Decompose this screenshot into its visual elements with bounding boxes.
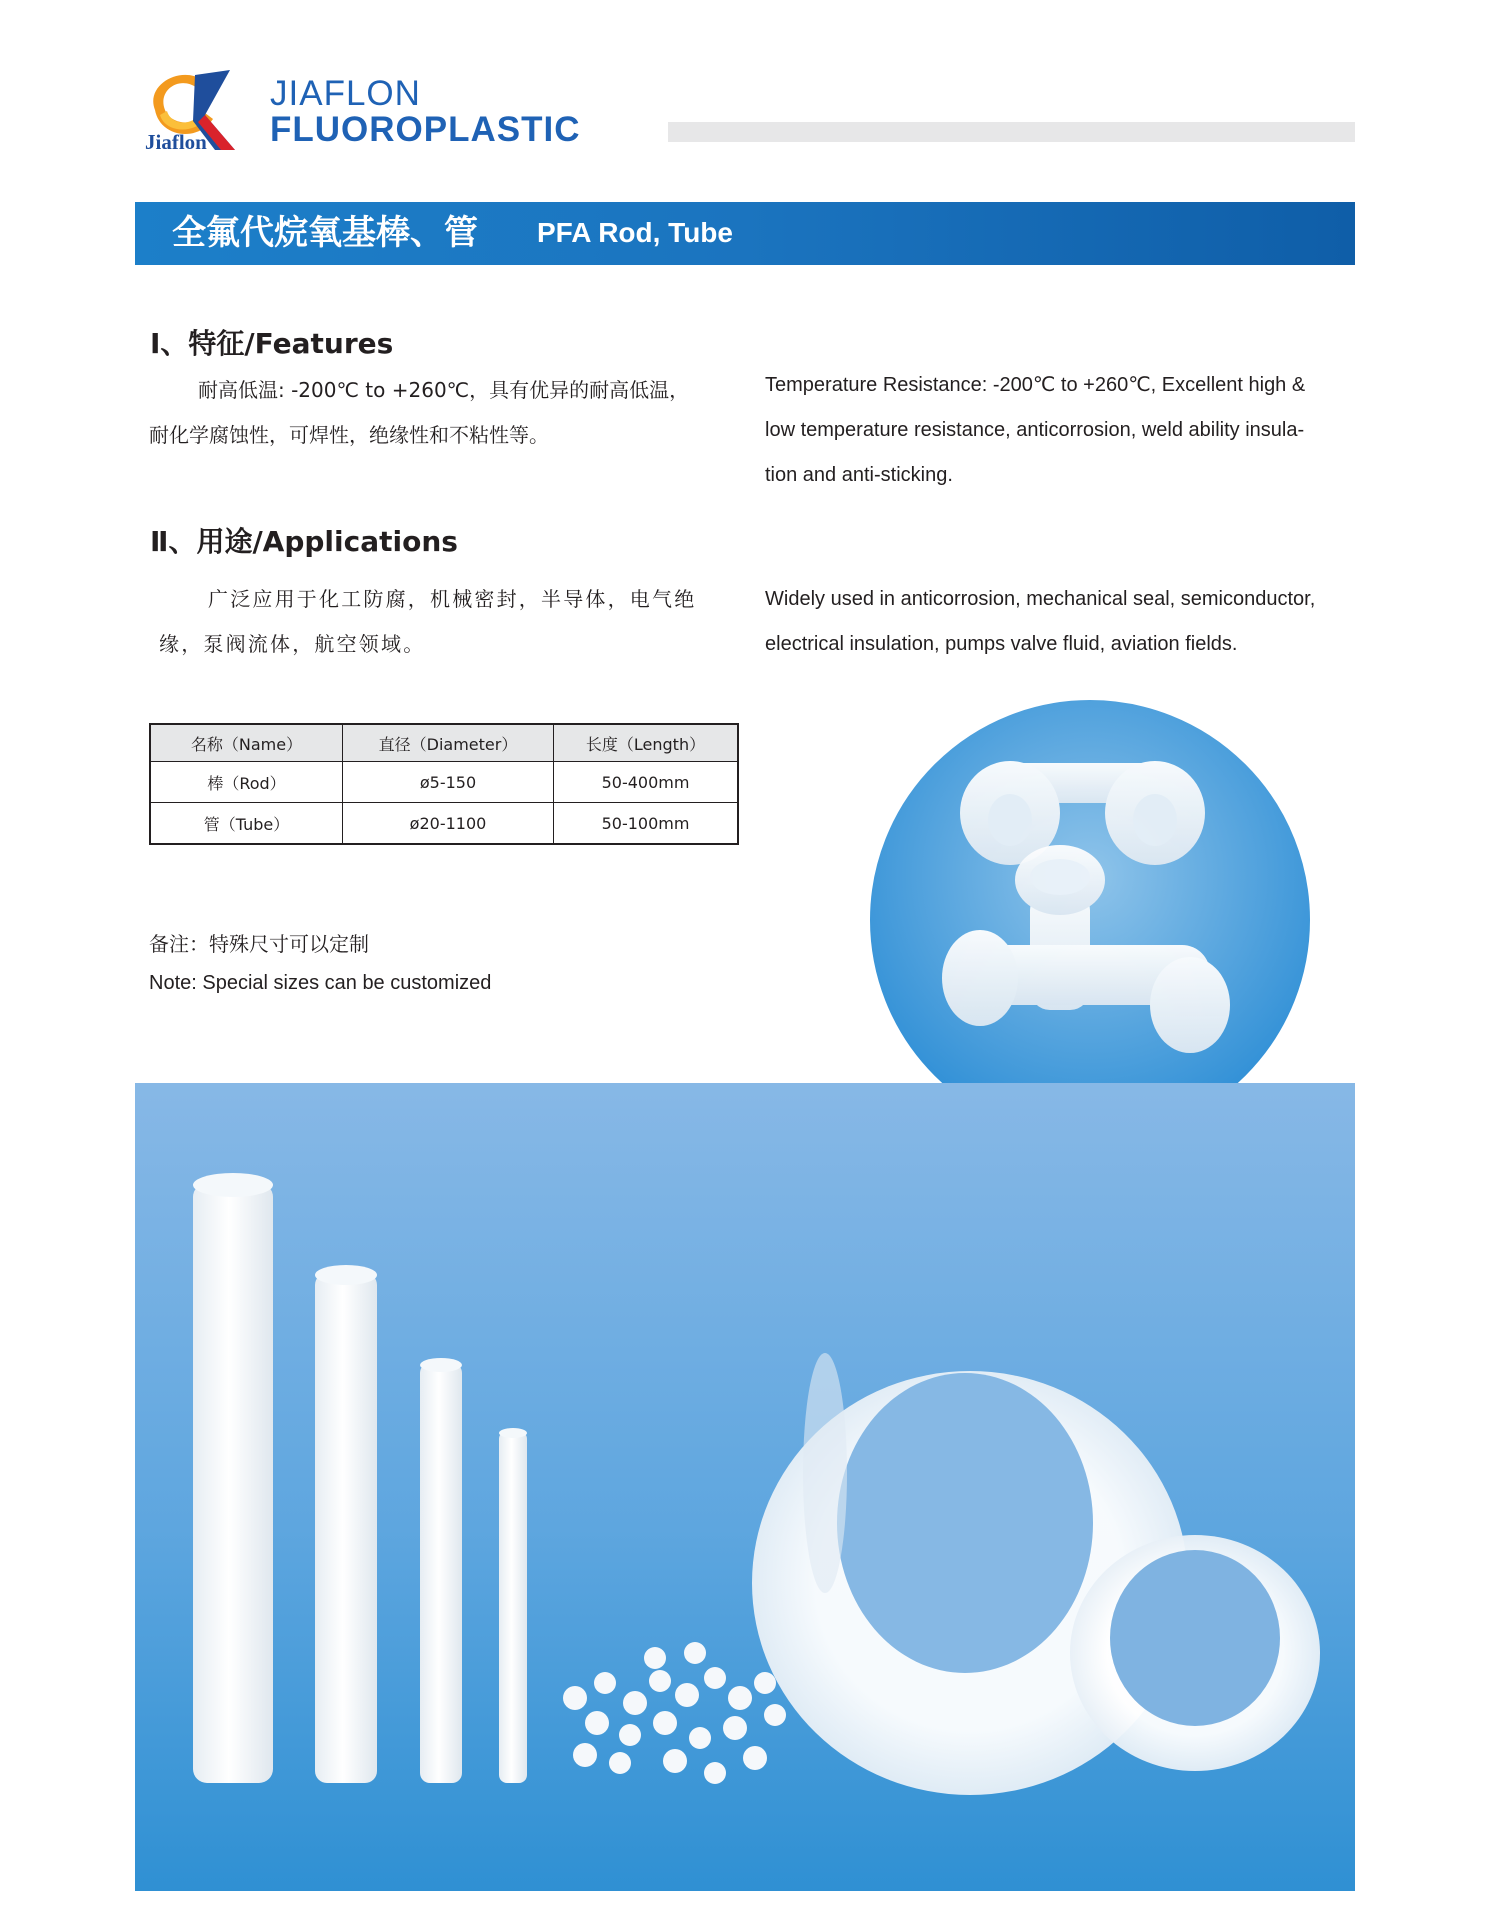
features-en-line2: low temperature resistance, anticorrosion, weld ability insula- <box>765 419 1305 441</box>
table-header-row <box>150 724 738 762</box>
features-zh-line2: 耐化学腐蚀性，可焊性，绝缘性和不粘性等。 <box>149 423 549 447</box>
logo-wordmark: Jiaflon <box>145 130 207 154</box>
table-row <box>150 762 738 803</box>
products-photo <box>135 1083 1355 1891</box>
spec-table <box>149 723 739 845</box>
col-header-name: 名称（Name） <box>150 724 343 762</box>
brand-subtitle: FLUOROPLASTIC <box>270 110 581 149</box>
fittings-photo <box>865 695 1315 1145</box>
features-en-line3: tion and anti-sticking. <box>765 464 953 486</box>
applications-zh-line1: 广泛应用于化工防腐，机械密封，半导体，电气绝 <box>208 587 697 611</box>
note-en: Note: Special sizes can be customized <box>149 972 492 994</box>
note-zh: 备注：特殊尺寸可以定制 <box>149 932 369 956</box>
page-title-en: PFA Rod, Tube <box>537 217 733 248</box>
table-row <box>150 803 738 845</box>
cell-length: 50-400mm <box>554 762 739 803</box>
applications-heading: Ⅱ、用途/Applications <box>150 525 458 558</box>
applications-en-line2: electrical insulation, pumps valve fluid, aviation fields. <box>765 633 1238 655</box>
cell-name: 棒（Rod） <box>150 762 343 803</box>
cell-name: 管（Tube） <box>150 803 343 845</box>
header-divider-bar <box>668 122 1355 142</box>
features-en-line1: Temperature Resistance: -200℃ to +260℃, Excellent high & <box>765 374 1306 396</box>
brand-name: JIAFLON <box>270 74 421 113</box>
features-heading: Ⅰ、特征/Features <box>150 327 394 360</box>
applications-zh-line2: 缘，泵阀流体，航空领域。 <box>159 632 426 656</box>
applications-en-line1: Widely used in anticorrosion, mechanical seal, semiconductor, <box>765 588 1316 610</box>
cell-length: 50-100mm <box>554 803 739 845</box>
col-header-length: 长度（Length） <box>554 724 739 762</box>
col-header-diameter: 直径（Diameter） <box>343 724 554 762</box>
features-zh-line1: 耐高低温: -200℃ to +260℃，具有优异的耐高低温， <box>198 378 690 402</box>
cell-diameter: ø5-150 <box>343 762 554 803</box>
page-title-zh: 全氟代烷氧基棒、管 <box>172 213 478 253</box>
cell-diameter: ø20-1100 <box>343 803 554 845</box>
